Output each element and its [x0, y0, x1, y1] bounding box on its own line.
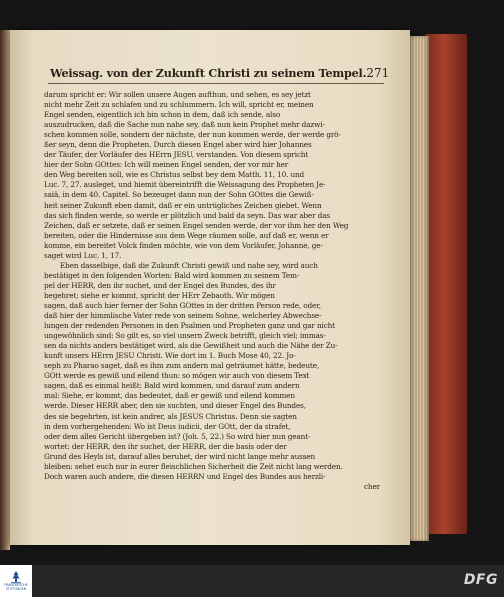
- text-line: den Weg bereiten soll, wie es Christus selbst bey dem Matth. 11, 10. und: [44, 170, 305, 180]
- text-line: des sie begehrten, ist kein andrer, als JESUS Christus. Denn sie sagten: [44, 411, 297, 421]
- text-line: sagen, daß auch hier ferner der Sohn GOttes in der dritten Person rede, oder,: [44, 300, 321, 310]
- text-line: komme, ein bereitet Volck finden möchte, wie von dem Vorläufer, Johanne, ge-: [44, 240, 323, 250]
- text-line: bestätiget in den folgenden Worten: Bald wird kommen zu seinem Tem-: [44, 270, 300, 280]
- text-line: Luc. 7, 27. ausleget, und hiemit übereintrifft die Weissagung des Propheten Je-: [44, 180, 326, 190]
- text-line: saiä, in dem 40. Capitel. So bezeuget dann nun der Sohn GOttes die Gewiß-: [44, 190, 314, 200]
- text-line: GOtt werde es gewiß und eilend thun: so mögen wir auch von diesem Text: [44, 371, 310, 381]
- text-line: der Täufer, der Vorläufer des HErrn JESU, verstanden. Von diesem spricht: [44, 150, 309, 160]
- text-line: Zeichen, daß er setzete, daß er seinen Engel senden werde, der vor ihm her den Weg: [44, 220, 349, 230]
- text-line: ßer seyn, denn die Propheten. Durch diesen Engel aber wird hier Johannes: [44, 140, 312, 150]
- text-line: saget wird Luc. 1, 17.: [44, 250, 122, 260]
- book-cover-edge: [425, 34, 467, 534]
- text-line: bereiten, oder die Hindernisse aus dem Wege räumen solle, auf daß er, wenn er: [44, 230, 329, 240]
- text-line: Engel senden, eigentlich ich bin schon in dem, daß ich sende, also: [44, 110, 281, 120]
- viewer-footer: [0, 565, 504, 597]
- page-header: [50, 58, 390, 80]
- text-line: hier der Sohn GOttes: Ich will meinen Engel senden, der vor mir her: [44, 160, 289, 170]
- dfg-logo: DFG: [463, 572, 498, 588]
- text-line: darum spricht er: Wir sollen unsere Augen aufthun, und sehen, es sey jetzt: [44, 90, 311, 99]
- text-line: nicht mehr Zeit zu schlafen und zu schlummern. Ich will, spricht er, meinen: [44, 100, 314, 110]
- text-line: begehret; siehe er kommt, spricht der HErr Zebaoth. Wir mögen: [44, 290, 275, 300]
- text-line: kunft unsers HErrn JESU Christi. Wie dort im 1. Buch Mose 40, 22. Jo-: [44, 351, 296, 361]
- text-line: wortet: der HERR, den ihr suchet, der HERR, der die basis oder der: [44, 441, 287, 451]
- text-line: in dem vorhergehenden: Wo ist Deus iudicii, der GOtt, der da strafet,: [44, 421, 291, 431]
- header-rule: [48, 83, 384, 84]
- text-line: Eben dasselbige, daß die Zukunft Christi gewiß und nahe sey, wird auch: [60, 260, 318, 270]
- text-line: sagen, daß es einmal heißt: Bald wird kommen, und darauf zum andern: [44, 381, 300, 391]
- text-line: daß hier der himmlische Vater rede von seinem Sohne, welcherley Abwechse-: [44, 311, 322, 321]
- text-line: lungen der redenden Personen in den Psalmen und Propheten ganz und gar nicht: [44, 321, 335, 331]
- franckesche-stiftungen-logo: [0, 565, 32, 597]
- text-line: auszudrucken, daß die Sache nun nahe sey, daß nun kein Prophet mehr dazwi-: [44, 120, 325, 130]
- tree-icon: [9, 570, 23, 584]
- text-line: Doch waren auch andere, die diesen HERRN und Engel des Bundes aus herzli-: [44, 471, 326, 481]
- catchword: cher: [364, 481, 380, 491]
- text-line: schen kommen solle, sondern der nächste, der nun kommen werde, der werde grö-: [44, 130, 341, 140]
- text-line: pel der HERR, den ihr suchet, und der Engel des Bundes, des ihr: [44, 280, 276, 290]
- text-line: mal: Siehe, er kommt, das bedeutet, daß er gewiß und eilend kommen: [44, 391, 295, 401]
- body-text: [44, 90, 380, 555]
- logo-caption: FRANCKESCHE STIFTUNGEN: [4, 583, 28, 591]
- text-line: bleiben: sehet euch nur in eurer fleischlichen Sicherheit die Zeit nicht lang werden.: [44, 461, 343, 471]
- text-line: werde. Dieser HERR aber, den sie suchten, und dieser Engel des Bundes,: [44, 401, 306, 411]
- text-line: Grund des Heyls ist, darauf alles beruhet, der wird nicht lange mehr aussen: [44, 451, 316, 461]
- text-line: heit seiner Zukunft eben damit, daß er ein untrügliches Zeichen giebet. Wenn: [44, 200, 322, 210]
- text-line: seph zu Pharao saget, daß es ihm zum andern mal geträumet hätte, bedeute,: [44, 361, 320, 371]
- book-page: [10, 30, 410, 545]
- text-line: oder dem alles Gericht übergeben ist? (Joh. 5, 22.) So wird hier nun geant-: [44, 431, 311, 441]
- text-line: sen da nichts anders bestätiget wird, als die Gewißheit und auch die Nähe der Zu-: [44, 341, 338, 351]
- running-head: Weissag. von der Zukunft Christi zu seinem Tempel.: [50, 66, 367, 80]
- text-line: das sich finden werde, so werde er plötzlich und bald da seyn. Das war aber das: [44, 210, 330, 220]
- page-number: 271: [366, 66, 390, 80]
- book-spine-edge: [0, 30, 10, 550]
- text-line: ungewöhnlich sind: So gilt es, so viel unsern Zweck betrifft, gleich viel; immas-: [44, 331, 326, 341]
